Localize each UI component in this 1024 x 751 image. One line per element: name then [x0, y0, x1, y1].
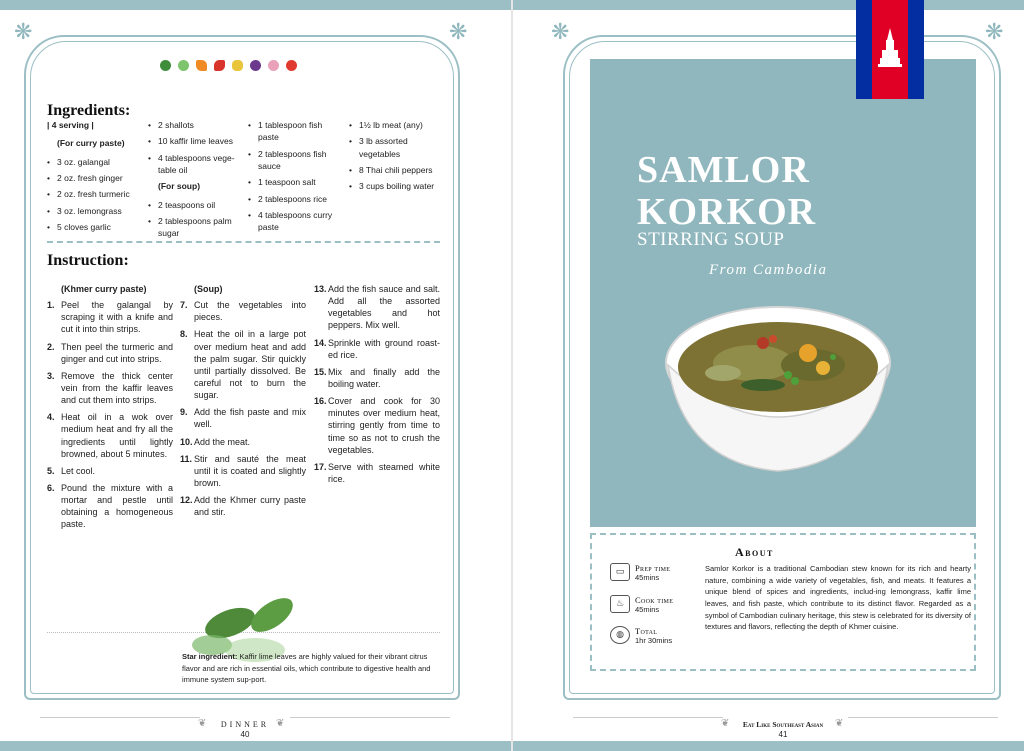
ingredient-item: • 2 oz. fresh ginger: [47, 172, 147, 184]
step-text: Then peel the turmeric and ginger and cut into strips.: [61, 341, 173, 364]
left-page: [0, 10, 511, 741]
footer-rule: [290, 717, 450, 718]
star-ingredient-label: Star ingredient:: [182, 652, 238, 661]
vegetable-icons-row: [160, 60, 297, 71]
ingredient-item: • 1 teaspoon salt: [248, 176, 338, 188]
ingredient-item: • 2 tablespoons rice: [248, 193, 338, 205]
footer-rule: [573, 717, 723, 718]
ingredient-item: • 5 cloves garlic: [47, 221, 147, 233]
step-text: Sprinkle with ground roast-ed rice.: [328, 337, 440, 360]
ingredient-list: [349, 119, 444, 193]
step-number: 1.: [47, 300, 55, 311]
instruction-step: [314, 337, 440, 361]
eggplant-icon: [250, 60, 261, 71]
step-text: Add the fish paste and mix well.: [194, 407, 306, 430]
recipe-subtitle: STIRRING SOUP: [637, 229, 785, 250]
step-number: 3.: [47, 370, 55, 381]
instruction-step: [47, 411, 173, 460]
ingredient-item: • 4 tablespoons curry paste: [248, 209, 338, 234]
cook-time-value: 45mins: [635, 605, 660, 614]
star-ingredient-text: Kaffir lime leaves are highly valued for their vibrant citrus flavor and are rich in essential oils, which contribute to digestive health and immune system sup-port.: [182, 652, 431, 685]
footer-book-title-text: Eat Like Southeast Asian: [742, 720, 824, 729]
prep-time: [610, 563, 670, 582]
step-number: 10.: [180, 436, 193, 447]
step-text: Peel the galangal by scraping it with a knife and cut it into thin strips.: [61, 300, 173, 335]
cabbage-icon: [178, 60, 189, 71]
step-number: 5.: [47, 465, 55, 476]
step-number: 14.: [314, 337, 327, 348]
total-time: [610, 626, 672, 645]
ingredient-item: • 1½ lb meat (any): [349, 119, 444, 131]
soup-steps-title: (Soup): [194, 284, 223, 294]
step-number: 11.: [180, 453, 193, 464]
snowflake-ornament-icon: ❋: [449, 20, 468, 45]
ingredients-column-2: [148, 119, 240, 244]
instruction-step: [47, 299, 173, 335]
step-number: 12.: [180, 495, 193, 506]
right-page: [513, 10, 1024, 741]
ingredient-item: • 3 cups boiling water: [349, 180, 444, 192]
instruction-step: [47, 341, 173, 365]
prep-time-value: 45mins: [635, 573, 660, 582]
instruction-step: [314, 461, 440, 485]
curry-steps-title: (Khmer curry paste): [61, 284, 147, 294]
ingredients-column-4: [349, 119, 444, 197]
instruction-step: [47, 482, 173, 531]
corn-icon: [232, 60, 243, 71]
prep-time-label: Prep time: [635, 563, 671, 573]
step-text: Add the fish sauce and salt. Add all the assorted vegetables and hot peppers. Mix well.: [328, 284, 440, 331]
snowflake-ornament-icon: ❋: [985, 20, 1004, 45]
footer-book-title: [731, 720, 835, 729]
step-text: Remove the thick center vein from the kaffir leaves and cut them into strips.: [61, 370, 173, 406]
instruction-step: [180, 328, 306, 401]
step-text: Add the Khmer curry paste and stir.: [194, 495, 306, 518]
about-text: Samlor Korkor is a traditional Cambodian stew known for its rich and hearty nature, combining a wide variety of vegetables, fish, and meats. It features a unique blend of spices and ingredients, includ-ing lemongrass, kaffir lime leaves, and fish paste, which contribute to its distinct flavor. Regarded as a symbol of Cambodian culinary heritage, this stew is celebrated for its diversity of textures and flavors, reflecting the depth of Khmer cuisine.: [705, 564, 971, 632]
cook-time-label: Cook time: [635, 595, 674, 605]
step-number: 4.: [47, 412, 55, 423]
section-divider: [47, 241, 440, 243]
step-text: Cover and cook for 30 minutes over medium heat, stirring gently from time to time so as not to crush the vegetables.: [328, 396, 440, 455]
recipe-origin: From Cambodia: [709, 262, 828, 278]
step-text: Pound the mixture with a mortar and pestle until obtaining a homogeneous paste.: [61, 482, 173, 530]
instruction-step: [180, 299, 306, 323]
tomato-icon: [286, 60, 297, 71]
ingredient-list: [47, 156, 147, 234]
step-number: 17.: [314, 461, 327, 472]
step-number: 9.: [180, 407, 188, 418]
cambodia-flag: [856, 0, 924, 99]
step-number: 16.: [314, 396, 327, 407]
ingredient-list: [248, 119, 338, 234]
ingredient-item: • 8 Thai chili peppers: [349, 164, 444, 176]
step-text: Heat the oil in a large pot over medium heat and add the palm sugar. Stir quickly until partially dissolved. Be careful not to burn the sugar.: [194, 329, 306, 401]
step-text: Serve with steamed white rice.: [328, 461, 440, 484]
step-text: Let cool.: [61, 465, 96, 476]
ingredient-item: • 2 teaspoons oil: [148, 199, 240, 211]
ingredients-column-1: [47, 119, 147, 237]
recipe-title: [637, 150, 816, 234]
step-text: Add the meat.: [194, 436, 251, 447]
feather-ornament-icon: ❦: [276, 718, 285, 729]
ingredients-column-3: [248, 119, 338, 238]
instruction-step: [180, 453, 306, 489]
stripe: [590, 514, 976, 527]
snowflake-ornament-icon: ❋: [14, 20, 33, 45]
broccoli-icon: [160, 60, 171, 71]
step-number: 15.: [314, 366, 327, 377]
ingredient-item: • 2 oz. fresh turmeric: [47, 188, 147, 200]
step-text: Heat oil in a wok over medium heat and fry all the ingredients until lightly browned, about 5 minutes.: [61, 412, 173, 459]
ingredient-item: • 4 tablespoons vege-table oil: [148, 152, 240, 177]
instructions-column-3: [314, 283, 440, 490]
feather-ornament-icon: ❦: [721, 718, 730, 729]
step-number: 7.: [180, 300, 188, 311]
ingredient-item: • 2 tablespoons fish sauce: [248, 148, 338, 173]
ingredient-list: [148, 119, 240, 176]
serving-label: | 4 serving |: [47, 120, 94, 130]
step-text: Mix and finally add the boiling water.: [328, 366, 440, 389]
feather-ornament-icon: ❦: [835, 718, 844, 729]
instruction-step: [180, 494, 306, 518]
instructions-column-2: [180, 283, 306, 523]
instruction-step: [47, 370, 173, 406]
ingredient-item: • 10 kaffir lime leaves: [148, 135, 240, 147]
onion-icon: [268, 60, 279, 71]
ingredient-item: • 2 tablespoons palm sugar: [148, 215, 240, 240]
soup-label: (For soup): [158, 181, 201, 192]
total-time-value: 1hr 30mins: [635, 636, 673, 645]
feather-ornament-icon: ❦: [198, 718, 207, 729]
chili-icon: [214, 60, 225, 71]
about-heading-text: About: [735, 545, 774, 559]
soup-bowl-photo: [663, 293, 893, 493]
ingredient-item: • 2 shallots: [148, 119, 240, 131]
ingredient-item: • 1 tablespoon fish paste: [248, 119, 338, 144]
step-number: 13.: [314, 284, 327, 294]
curry-paste-label: (For curry paste): [57, 138, 125, 149]
instruction-step: [180, 406, 306, 430]
instruction-step: [314, 395, 440, 456]
ingredient-list: [148, 199, 240, 240]
cutting-board-icon: ▭: [610, 563, 630, 581]
plate-icon: ◍: [610, 626, 630, 644]
ingredient-item: • 3 oz. lemongrass: [47, 205, 147, 217]
ingredient-item: • 3 oz. galangal: [47, 156, 147, 168]
step-number: 6.: [47, 482, 55, 493]
instruction-step: [314, 366, 440, 390]
instruction-heading: Instruction:: [47, 252, 129, 269]
step-text: Cut the vegetables into pieces.: [194, 300, 306, 323]
page-number: 40: [240, 730, 250, 739]
recipe-title-line1: SAMLOR: [637, 149, 810, 191]
footer-rule: [848, 717, 998, 718]
ingredient-item: • 3 lb assorted vegetables: [349, 135, 444, 160]
instruction-step: [180, 436, 306, 448]
ingredients-heading: Ingredients:: [47, 102, 131, 119]
step-text: Stir and sauté the meat until it is coated and slightly brown.: [194, 453, 306, 488]
snowflake-ornament-icon: ❋: [551, 20, 570, 45]
cook-time: [610, 595, 673, 614]
footer-rule: [40, 717, 200, 718]
pot-icon: ♨: [610, 595, 630, 613]
step-number: 2.: [47, 341, 55, 352]
instruction-step: [47, 465, 173, 477]
total-time-label: Total: [635, 626, 658, 636]
carrot-icon: [196, 60, 207, 71]
star-ingredient-note: [182, 651, 440, 686]
instructions-column-1: [47, 283, 173, 536]
footer-section-label: DINNER: [220, 720, 270, 729]
page-number: 41: [778, 730, 788, 739]
recipe-title-line2: KORKOR: [637, 190, 817, 233]
about-heading: [735, 545, 774, 560]
step-number: 8.: [180, 329, 188, 340]
instruction-step: [314, 283, 440, 332]
